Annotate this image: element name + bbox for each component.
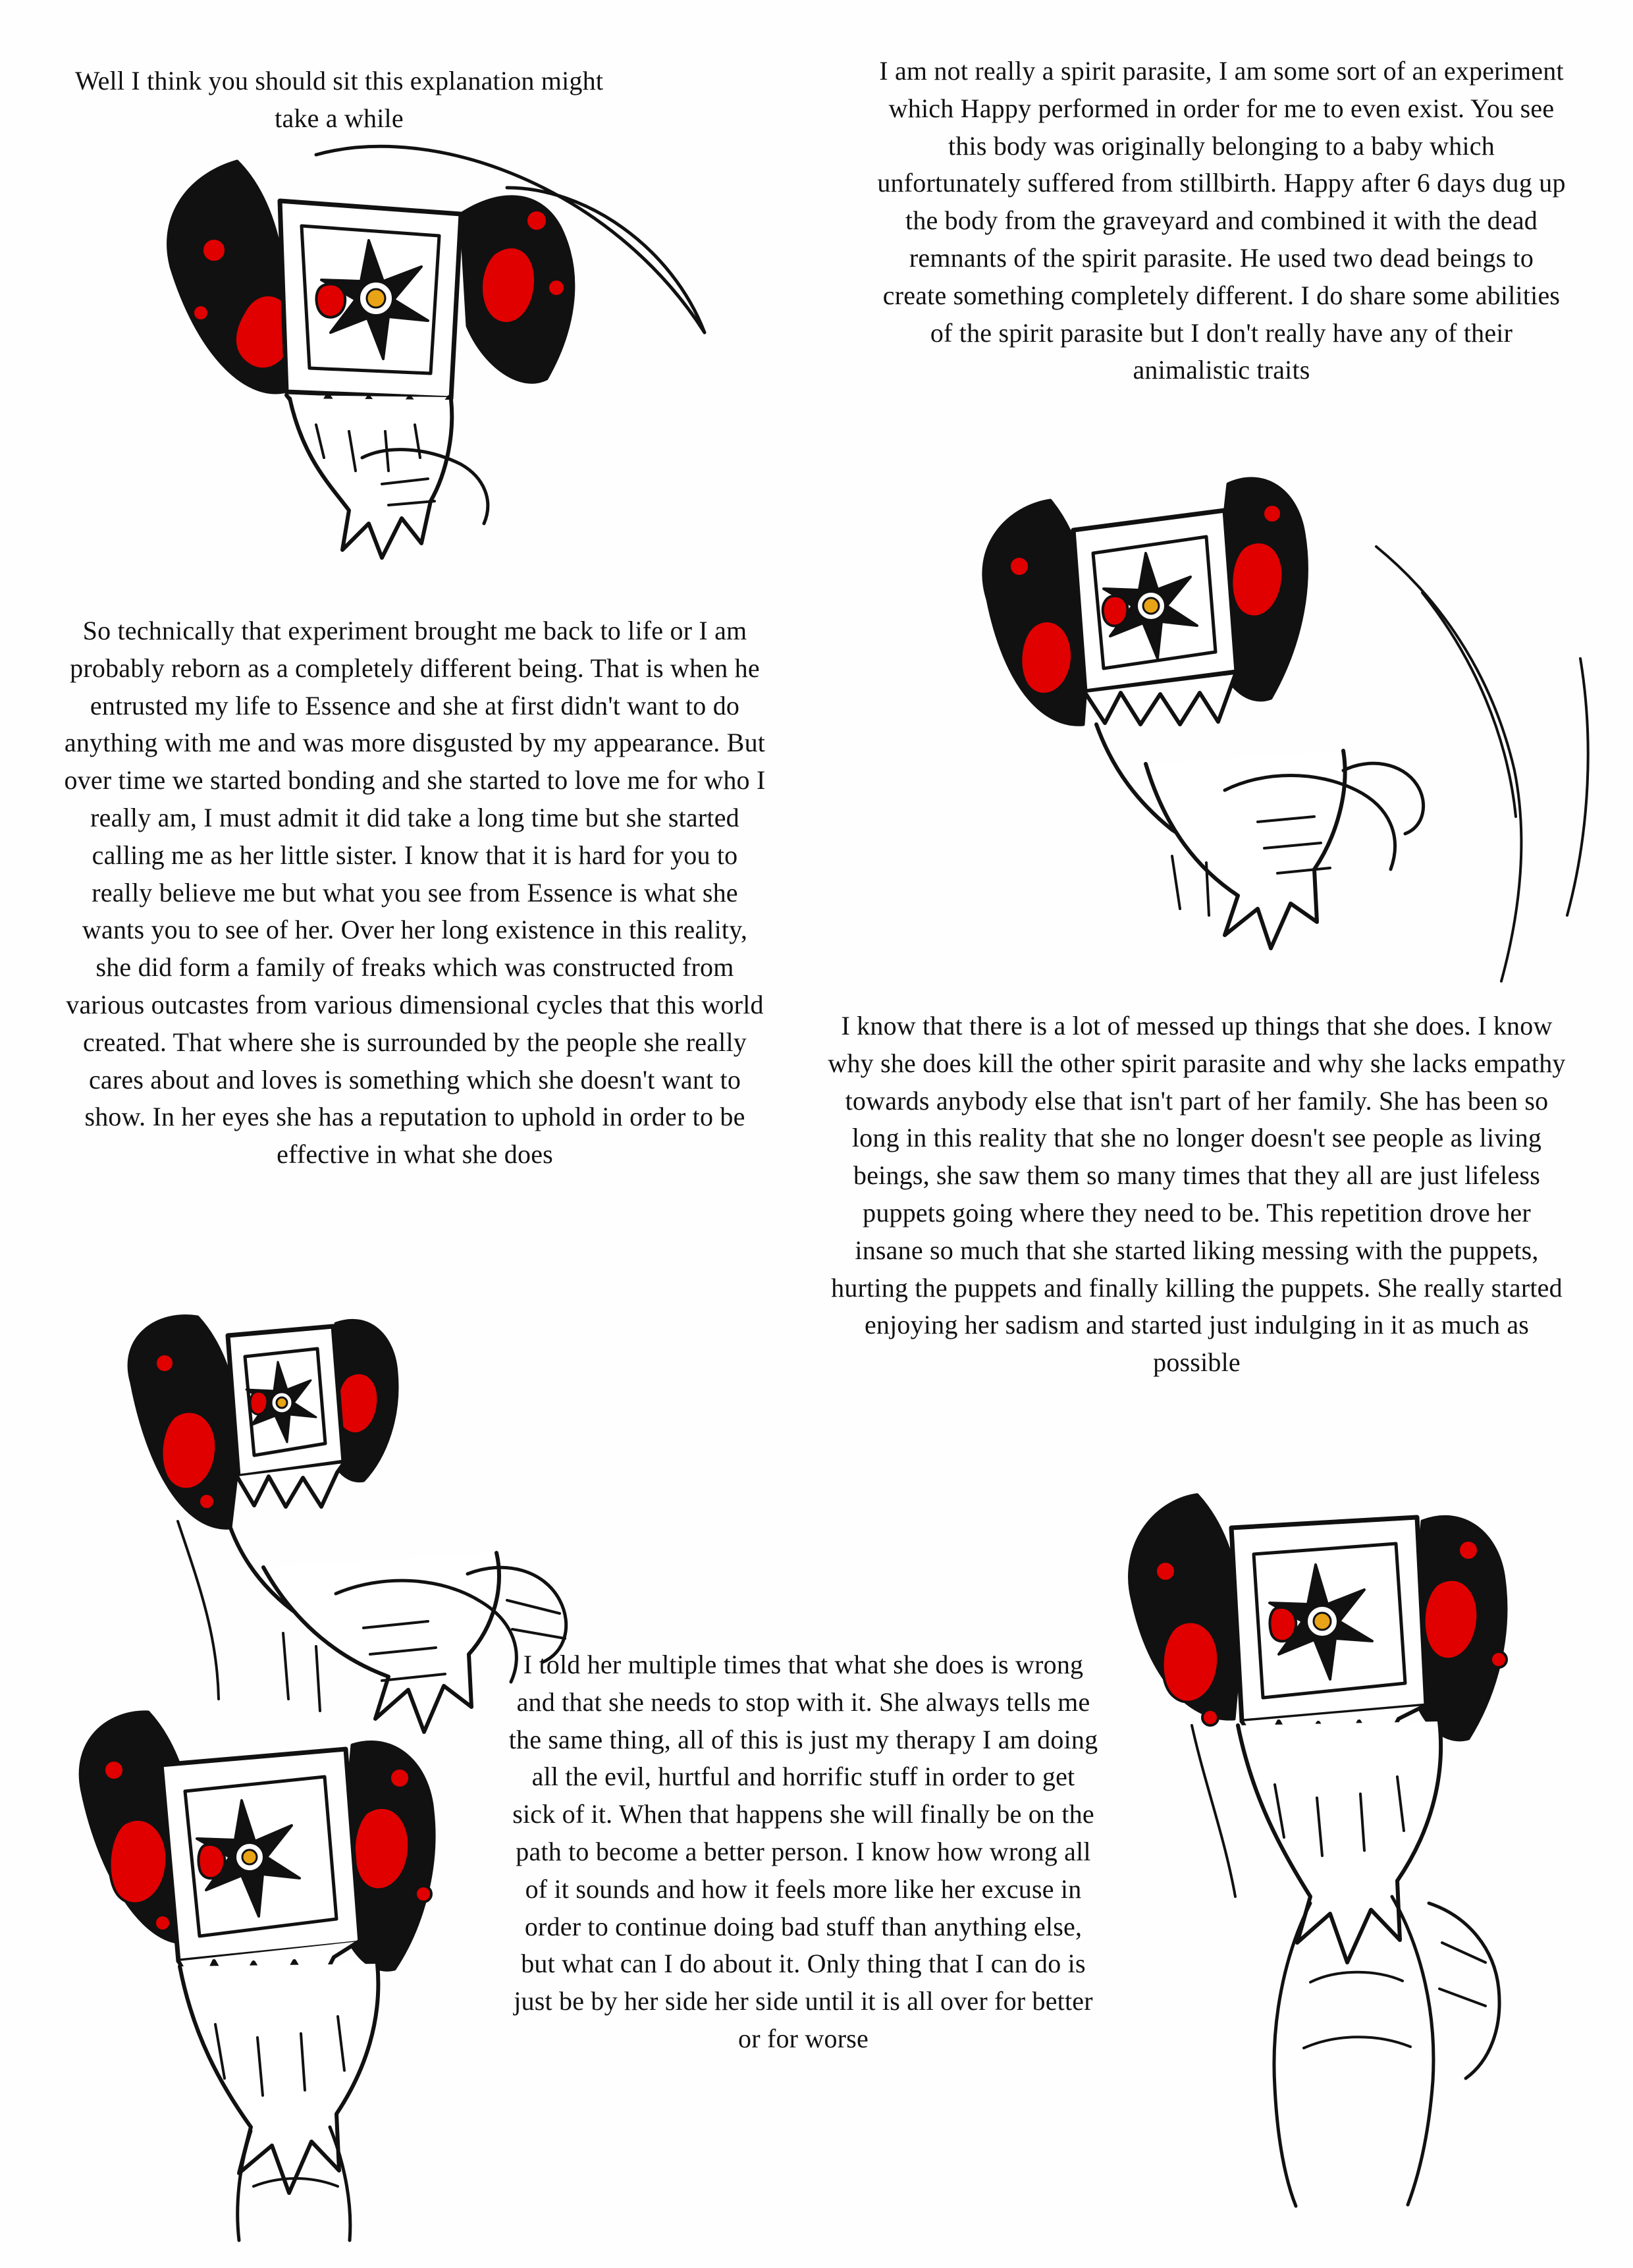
illustration-figure-4 [1113, 1442, 1633, 2219]
illustration-figure-1 [151, 115, 876, 576]
illustration-figure-2 [948, 461, 1620, 1008]
caption-origin: I am not really a spirit parasite, I am some sort of an experiment which Happy performed in order for me to even exist. You see this body was originally belonging to a baby which unfortunately suffered from stillbirth. Happy after 6 days dug up the body from the graveyard and combined it with the dead remnants of the spirit parasite. He used two dead beings to create something completely different. I do share some abilities of the spirit parasite but I don't really have any of their animalistic traits [877, 56, 1566, 385]
caption-intro: Well I think you should sit this explanation might take a while [74, 66, 604, 133]
caption-therapy: I told her multiple times that what she does is wrong and that she needs to stop with it. She always tells me the same thing, all of this is just my therapy I am doing all the evil, hurtful and horrific stuff in order to get sick of it. When that happens she will finally be on the path to become a better person. I know how wrong all of it sounds and how it feels more like her excuse in order to continue doing bad stuff than anything else, but what can I do about it. Only thing that I can do is just be by her side her side until it is all over for better or for worse [508, 1650, 1098, 2053]
illustration-figure-5 [63, 1706, 537, 2259]
caption-essence: So technically that experiment brought me back to life or I am probably reborn as a completely different being. That is when he entrusted my life to Essence and she at first didn't want to do anything with me and was more disgusted by my appearance. But over time we started bonding and she started to love me for who I really am, I must admit it did take a long time but she started calling me as her little sister. I know that it is hard for you to really believe me but what you see from Essence is what she wants you to see of her. Over her long existence in this reality, she did form a family of freaks which was constructed from various outcastes from various dimensional cycles that this world created. That where she is surrounded by the people she really cares about and loves is something which she doesn't want to show. In her eyes she has a reputation to uphold in order to be effective in what she does [64, 616, 766, 1170]
caption-sadism: I know that there is a lot of messed up things that she does. I know why she does kill the other spirit parasite and why she lacks empathy towards anybody else that isn't part of her family. She has been so long in this reality that she no longer doesn't see people as living beings, she saw them so many times that they all are just lifeless puppets going where they need to be. This repetition drove her insane so much that she started liking messing with the puppets, hurting the puppets and finally killing the puppets. She really started enjoying her sadism and started just indulging in it as much as possible [828, 1011, 1566, 1378]
